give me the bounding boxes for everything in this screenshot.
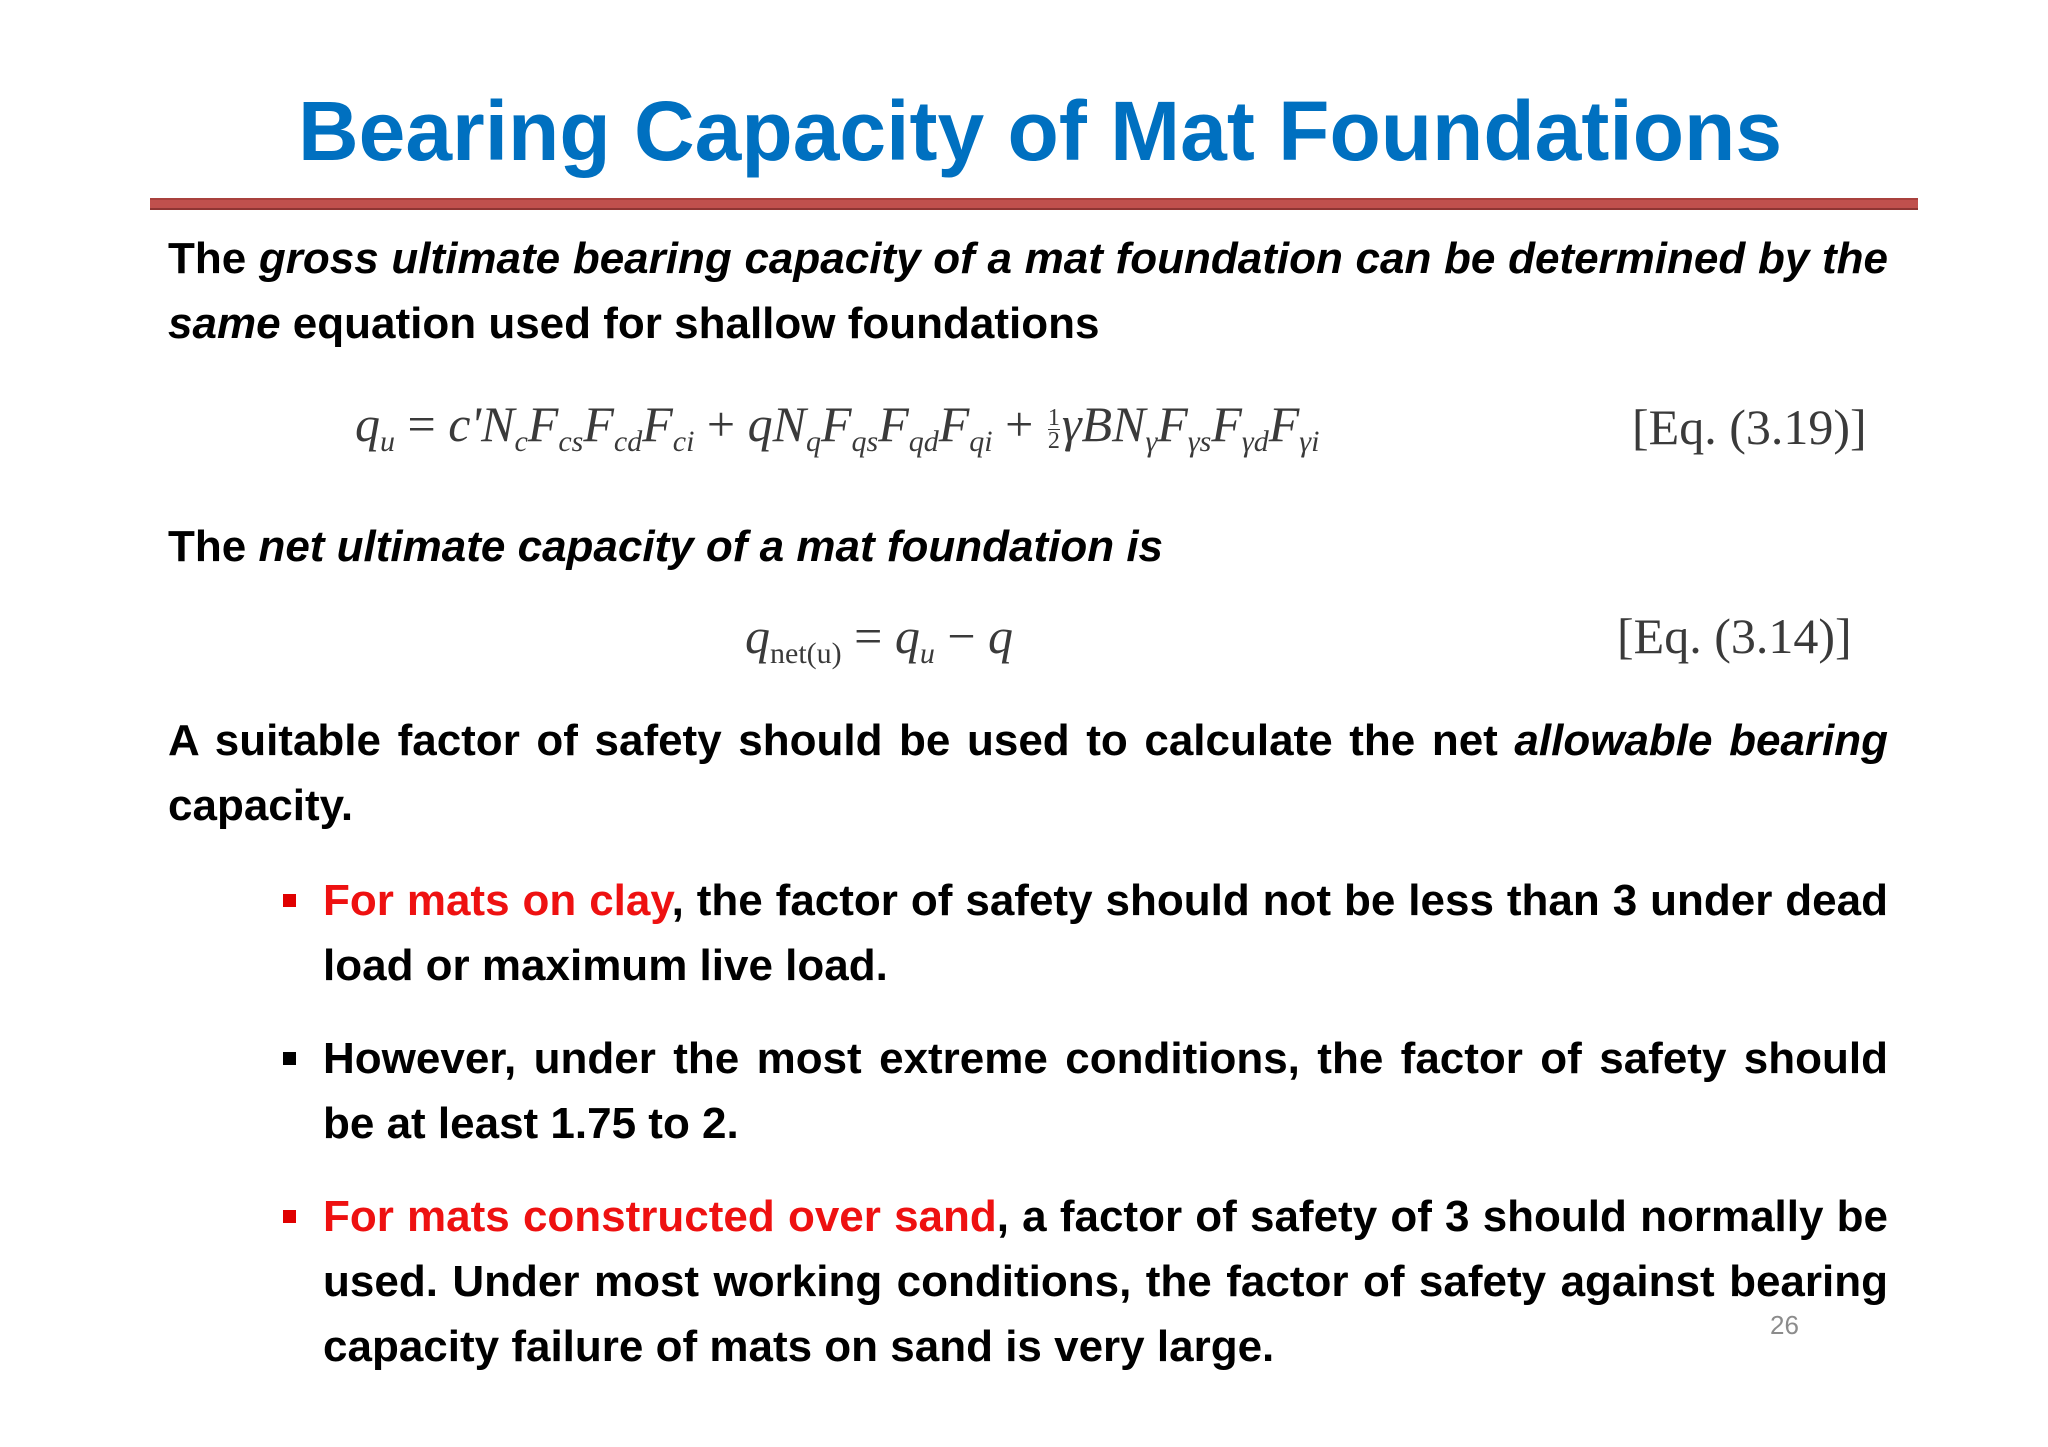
eq2-minus: −	[934, 608, 989, 664]
equation-3-14	[745, 607, 1013, 671]
para3-italic: allowable bearing	[1514, 716, 1888, 765]
eq1-c: c'	[448, 396, 482, 452]
para3-lead: A suitable factor of safety should be used to calculate the net	[168, 716, 1515, 765]
title-underline	[150, 198, 1918, 210]
eq2-sub-net: net(u)	[770, 637, 842, 670]
eq2-q-u: q	[894, 608, 920, 664]
equation-3-14-reference: [Eq. (3.14)]	[1617, 608, 1852, 664]
para2-lead: The	[168, 522, 259, 571]
eq1-sub-gamma-s: γs	[1187, 425, 1212, 458]
para2-italic: net ultimate capacity of a mat foundation is	[258, 522, 1164, 571]
eq1-B: B	[1081, 396, 1113, 452]
eq1-half-num: 1	[1047, 405, 1060, 432]
eq1-sub-ci: ci	[672, 425, 695, 458]
eq1-sub-gamma-i: γi	[1299, 425, 1320, 458]
eq1-sub-gamma: γ	[1145, 425, 1158, 458]
eq1-sub-cs: cs	[558, 425, 584, 458]
bullet-text: However, under the most extreme conditions, the factor of safety should be at least 1.75 to 2.	[323, 1034, 1888, 1148]
eq1-equals: =	[395, 396, 449, 452]
eq2-sub-u: u	[919, 637, 935, 670]
equation-3-19	[355, 395, 1319, 459]
para3-tail: capacity.	[168, 781, 354, 830]
eq1-sub-u: u	[380, 425, 395, 458]
bullet-highlight: For mats constructed over sand	[323, 1192, 997, 1241]
eq1-sub-qs: qs	[851, 425, 879, 458]
eq1-sub-qd: qd	[908, 425, 939, 458]
eq1-half-fraction	[1047, 405, 1060, 455]
bullet-text: , the factor of safety should not be less than 3 under dead load or maximum live load.	[323, 876, 1888, 990]
page-number: 26	[1770, 1310, 1799, 1340]
eq2-equals: =	[841, 608, 895, 664]
eq1-N: N	[481, 396, 515, 452]
slide-title: Bearing Capacity of Mat Foundations	[297, 84, 1783, 178]
eq1-F: F	[1268, 396, 1300, 452]
eq1-gamma: γ	[1061, 396, 1082, 452]
eq1-N: N	[772, 396, 806, 452]
eq1-N: N	[1112, 396, 1146, 452]
para1-lead: The	[168, 234, 259, 283]
equation-3-19-reference: [Eq. (3.19)]	[1632, 399, 1867, 455]
eq2-q: q	[745, 608, 770, 664]
eq1-F: F	[820, 396, 852, 452]
eq1-sub-cd: cd	[613, 425, 643, 458]
eq1-F: F	[1157, 396, 1188, 452]
paragraph-factor-of-safety	[168, 708, 1888, 838]
bullet-clay	[323, 868, 1888, 998]
eq1-F: F	[878, 396, 909, 452]
eq1-F: F	[642, 396, 673, 452]
eq1-F: F	[938, 396, 970, 452]
eq1-sub-q: q	[805, 425, 821, 458]
paragraph-gross-capacity	[168, 226, 1888, 356]
eq1-F: F	[583, 396, 614, 452]
square-bullet-icon	[283, 1210, 296, 1223]
eq1-sub-c: c	[514, 425, 528, 458]
eq1-q: q	[355, 396, 380, 452]
square-bullet-icon	[283, 1052, 296, 1065]
para1-tail: equation used for shallow foundations	[280, 299, 1100, 348]
eq1-F: F	[1211, 396, 1242, 452]
eq1-sub-gamma-d: γd	[1241, 425, 1269, 458]
bullet-highlight: For mats on clay	[323, 876, 672, 925]
eq1-plus: +	[992, 396, 1046, 452]
eq1-q: q	[747, 396, 773, 452]
para1-italic: gross ultimate bearing capacity of a mat foundation can be determined by the same	[168, 234, 1888, 348]
square-bullet-icon	[283, 894, 296, 907]
eq1-half-den: 2	[1047, 428, 1060, 455]
eq1-plus: +	[694, 396, 748, 452]
eq2-q-last: q	[988, 608, 1014, 664]
bullet-extreme-conditions	[323, 1026, 1888, 1156]
eq1-sub-qi: qi	[969, 425, 993, 458]
paragraph-net-capacity	[168, 514, 1888, 579]
eq1-F: F	[527, 396, 559, 452]
bullet-text: , a factor of safety of 3 should normally be used. Under most working conditions, the factor of safety against bearing capacity failure of mats on sand is very large.	[323, 1192, 1889, 1371]
bullet-sand	[323, 1184, 1888, 1379]
